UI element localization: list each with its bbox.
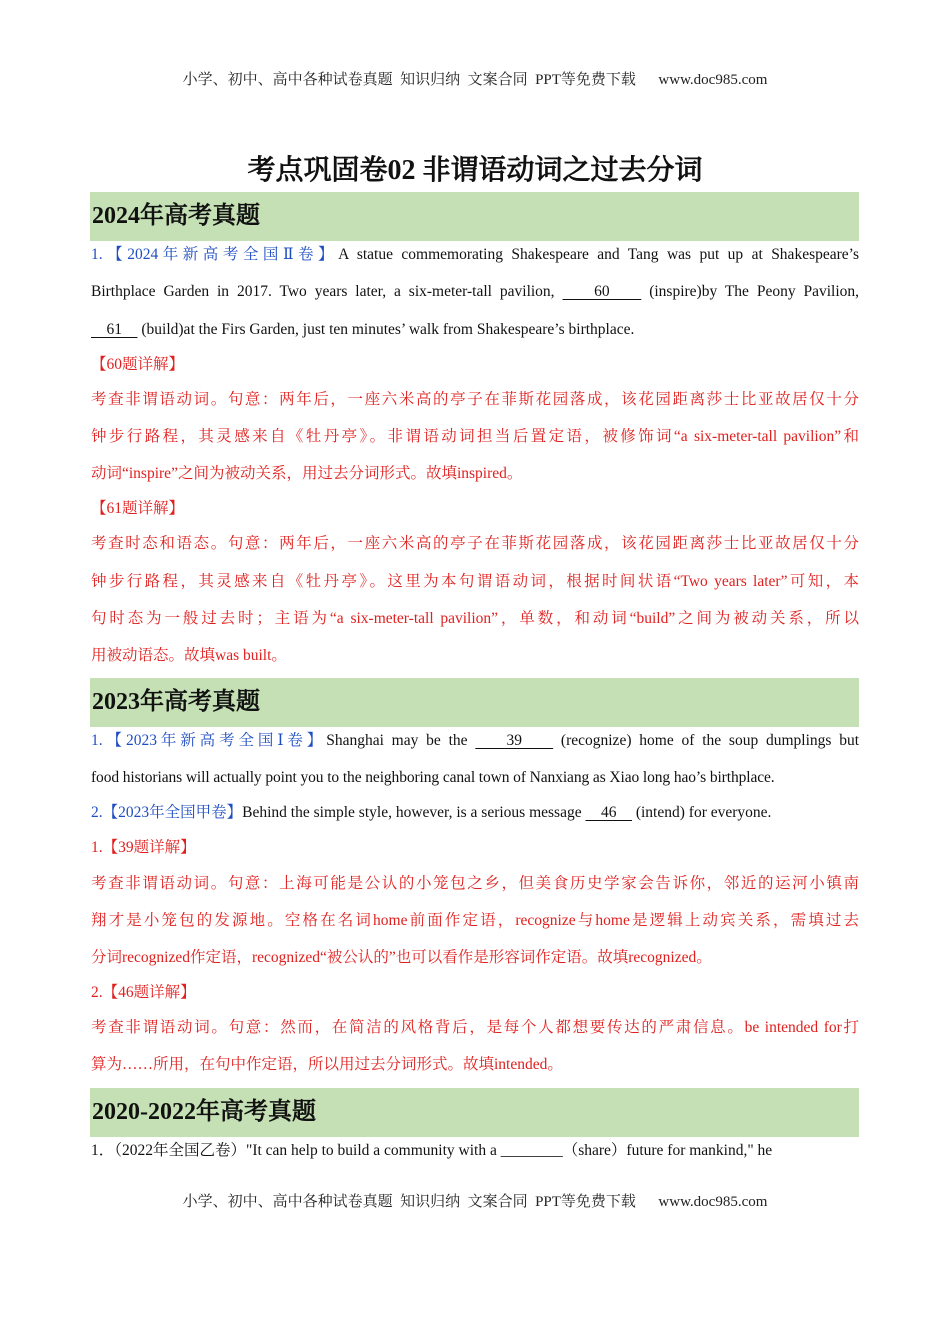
answer-46-label: 2.【46题详解】	[91, 984, 196, 1001]
question-text: Shanghai may be the	[326, 732, 468, 749]
answer-60-line1: 考查非谓语动词。句意：两年后，一座六米高的亭子在菲斯花园落成，该花园距离莎士比亚故居仅十分	[91, 391, 859, 408]
page-title: 考点巩固卷02 非谓语动词之过去分词	[247, 155, 703, 186]
answer-39-line1: 考查非谓语动词。句意：上海可能是公认的小笼包之乡，但美食历史学家会告诉你，邻近的运河小镇南	[91, 875, 859, 892]
question-2023-1-line1	[91, 731, 859, 751]
answer-61-line1: 考查时态和语态。句意：两年后，一座六米高的亭子在菲斯花园落成，该花园距离莎士比亚故居仅十分	[91, 535, 859, 552]
answer-61-line3: 句时态为一般过去时；主语为“a six-meter-tall pavilion”，单数，和动词“build”之间为被动关系，所以	[91, 610, 859, 627]
question-number: 2.	[91, 804, 103, 821]
question-source: 【2024年新高考全国Ⅱ卷】	[102, 246, 339, 263]
question-number: 1.	[91, 246, 103, 263]
question-text: Birthplace Garden in 2017. Two years later, a six-meter-tall pavilion,	[91, 283, 555, 300]
page-header: 小学、初中、高中各种试卷真题 知识归纳 文案合同 PPT等免费下载 www.doc985.com	[182, 72, 768, 88]
question-number: 1.	[91, 732, 103, 749]
question-text: (intend) for everyone.	[635, 804, 772, 821]
section-heading-2023: 2023年高考真题	[90, 678, 859, 727]
blank-46: 46	[585, 804, 632, 821]
question-text: A statue commemorating Shakespeare and Tang was put up at Shakespeare’s	[338, 246, 859, 263]
question-2022-1-line1: 1．（2022年全国乙卷）"It can help to build a community with a ________（share）future for mankind," he	[91, 1142, 773, 1159]
question-text: (recognize) home of the soup dumplings but	[560, 732, 860, 749]
answer-61-label: 【61题详解】	[91, 500, 185, 517]
question-2024-1-line2	[91, 282, 859, 302]
question-2024-1-line1	[91, 245, 859, 265]
answer-39-line3: 分词recognized作定语，recognized“被公认的”也可以看作是形容词作定语。故填recognized。	[91, 949, 712, 966]
question-text: (inspire)by The Peony Pavilion,	[649, 283, 860, 300]
question-2024-1-line3	[91, 320, 859, 340]
question-2023-1-line2: food historians will actually point you to the neighboring canal town of Nanxiang as Xiao long hao’s birthplace.	[91, 769, 775, 786]
question-2023-2-line1	[91, 803, 859, 823]
question-text: Behind the simple style, however, is a serious message	[242, 804, 582, 821]
answer-46-line2: 算为……所用，在句中作定语，所以用过去分词形式。故填intended。	[91, 1056, 563, 1073]
answer-60-line2: 钟步行路程，其灵感来自《牡丹亭》。非谓语动词担当后置定语，被修饰词“a six-meter-tall pavilion”和	[91, 428, 859, 445]
answer-39-label: 1.【39题详解】	[91, 839, 196, 856]
question-source: 【2023年新高考全国Ⅰ卷】	[102, 732, 327, 749]
answer-61-line4: 用被动语态。故填was built。	[91, 647, 287, 664]
answer-46-line1: 考查非谓语动词。句意：然而，在简洁的风格背后，是每个人都想要传达的严肃信息。be intended for打	[91, 1019, 859, 1036]
blank-39: 39	[475, 732, 554, 749]
section-heading-2020-2022: 2020-2022年高考真题	[90, 1088, 859, 1137]
blank-61: 61	[91, 321, 138, 338]
question-text: (build)at the Firs Garden, just ten minutes’ walk from Shakespeare’s birthplace.	[141, 321, 635, 338]
answer-60-label: 【60题详解】	[91, 356, 185, 373]
page-footer: 小学、初中、高中各种试卷真题 知识归纳 文案合同 PPT等免费下载 www.doc985.com	[182, 1194, 768, 1210]
answer-61-line2: 钟步行路程，其灵感来自《牡丹亭》。这里为本句谓语动词，根据时间状语“Two years later”可知，本	[91, 573, 859, 590]
question-source: 【2023年全国甲卷】	[102, 804, 243, 821]
section-heading-2024: 2024年高考真题	[90, 192, 859, 241]
answer-39-line2: 翔才是小笼包的发源地。空格在名词home前面作定语，recognize与home是逻辑上动宾关系，需填过去	[91, 912, 859, 929]
answer-60-line3: 动词“inspire”之间为被动关系，用过去分词形式。故填inspired。	[91, 465, 523, 482]
blank-60: 60	[562, 283, 642, 300]
